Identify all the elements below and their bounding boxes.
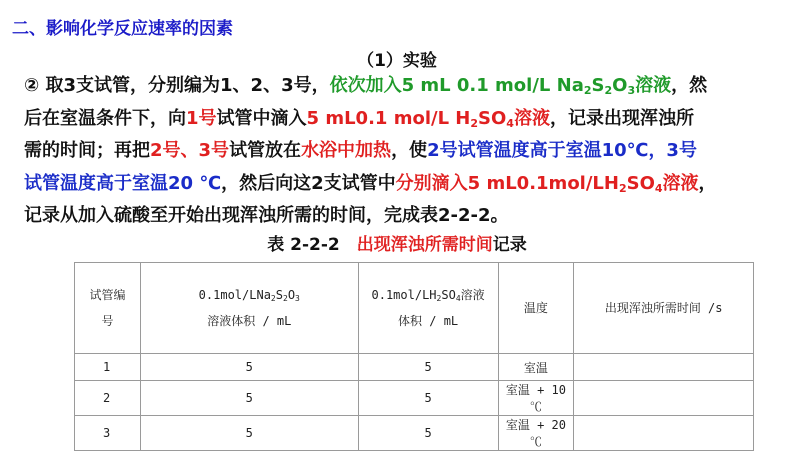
text-run: ，然 <box>671 75 708 96</box>
header-text: 0.1mol/LNa <box>198 288 271 302</box>
text-run: 试管中滴入 <box>216 107 307 129</box>
header-text: 号 <box>101 314 114 328</box>
text-run: 分别滴入5 mL0.1mol/LH <box>395 172 619 194</box>
header-acid-volume <box>358 263 498 354</box>
text-run: 记录从加入硫酸至开始出现浑浊所需的时间，完成表2-2-2。 <box>24 205 509 226</box>
header-tube-number <box>75 263 141 354</box>
text-run: SO <box>478 107 507 129</box>
header-text: 试管编 <box>89 288 126 302</box>
text-run: 后在室温条件下，向 <box>24 107 186 129</box>
cell-tube-number: 1 <box>75 354 141 381</box>
subscript: 2 <box>618 181 627 195</box>
header-temperature: 温度 <box>498 263 574 354</box>
cell-temperature: 室温 <box>498 354 574 381</box>
table-row <box>75 416 754 451</box>
heating-highlight: 水浴中加热 <box>301 140 392 161</box>
header-turbidity-time: 出现浑浊所需时间 /s <box>574 263 754 354</box>
table-header-row <box>75 263 754 354</box>
header-thiosulfate-volume <box>140 263 358 354</box>
subscript: 2 <box>436 294 442 303</box>
temperature-highlight: 2号试管温度高于室温10℃ <box>427 140 649 161</box>
text-run: 溶液 <box>662 172 699 194</box>
header-text: 0.1mol/LH <box>371 288 437 302</box>
table-row <box>75 354 754 381</box>
cell-thiosulfate-volume: 5 <box>140 354 358 381</box>
section-heading: 二、影响化学反应速率的因素 <box>12 19 233 39</box>
subscript: 2 <box>470 116 479 130</box>
header-text: S <box>275 288 283 302</box>
experiment-title: （1）实验 <box>357 51 437 71</box>
text-run: 溶液 <box>513 107 550 129</box>
header-text: 体积 / mL <box>398 314 459 328</box>
cell-tube-number: 3 <box>75 416 141 451</box>
reagent-highlight <box>396 173 699 194</box>
text-run: ，使 <box>391 140 428 161</box>
subscript: 4 <box>654 181 663 195</box>
results-table <box>74 262 754 451</box>
header-text: O <box>287 288 296 302</box>
cell-temperature: 室温 + 20 ℃ <box>498 416 574 451</box>
text-run: O <box>612 75 628 96</box>
subscript: 3 <box>295 294 300 303</box>
subscript: 4 <box>506 116 514 130</box>
cell-acid-volume: 5 <box>358 381 498 416</box>
procedure-line <box>24 135 784 168</box>
header-text: SO <box>441 288 456 302</box>
text-run: 试管放在 <box>229 140 302 161</box>
cell-turbidity-time[interactable] <box>574 381 754 416</box>
header-text: 溶液 <box>460 288 485 302</box>
cell-turbidity-time[interactable] <box>574 416 754 451</box>
table-caption <box>0 230 794 255</box>
caption-prefix: 表 2-2-2 <box>267 235 357 255</box>
cell-thiosulfate-volume: 5 <box>140 416 358 451</box>
procedure-paragraph <box>24 70 784 233</box>
caption-suffix: 记录 <box>492 235 527 255</box>
caption-highlight: 出现浑浊所需时间 <box>356 235 493 255</box>
text-run: ， <box>698 172 717 194</box>
text-run: 依次加入5 mL 0.1 mol/L Na <box>329 75 584 96</box>
cell-temperature: 室温 + 10 ℃ <box>498 381 574 416</box>
procedure-line <box>24 200 784 233</box>
subscript: 2 <box>604 84 613 97</box>
text-run: ，然后向这2支试管中 <box>221 172 396 194</box>
header-text: 溶液体积 / mL <box>207 314 292 328</box>
cell-thiosulfate-volume: 5 <box>140 381 358 416</box>
tube-highlight: 2号、3号 <box>150 140 230 161</box>
procedure-line <box>24 70 784 103</box>
subscript: 3 <box>627 84 636 97</box>
temperature-highlight: 试管温度高于室温20 ℃ <box>24 172 222 194</box>
procedure-line <box>24 103 784 136</box>
cell-turbidity-time[interactable] <box>574 354 754 381</box>
text-run: 需的时间；再把 <box>24 140 150 161</box>
text-run: 溶液 <box>635 75 672 96</box>
cell-tube-number: 2 <box>75 381 141 416</box>
procedure-line <box>24 168 784 201</box>
reagent-highlight <box>330 75 672 96</box>
table-row <box>75 381 754 416</box>
text-run: ，记录出现浑浊所 <box>549 107 694 129</box>
subscript: 2 <box>583 84 592 97</box>
reagent-highlight <box>307 108 550 129</box>
subscript: 2 <box>270 294 276 303</box>
tube-highlight: 1号 <box>186 107 217 129</box>
cell-acid-volume: 5 <box>358 416 498 451</box>
subscript: 2 <box>282 294 288 303</box>
tube-highlight: ，3号 <box>648 140 697 161</box>
text-run: ② 取3支试管，分别编为1、2、3号， <box>24 75 330 96</box>
text-run: 5 mL0.1 mol/L H <box>306 107 471 129</box>
text-run: S <box>591 75 605 96</box>
cell-acid-volume: 5 <box>358 354 498 381</box>
text-run: SO <box>626 172 655 194</box>
subscript: 4 <box>455 294 461 303</box>
